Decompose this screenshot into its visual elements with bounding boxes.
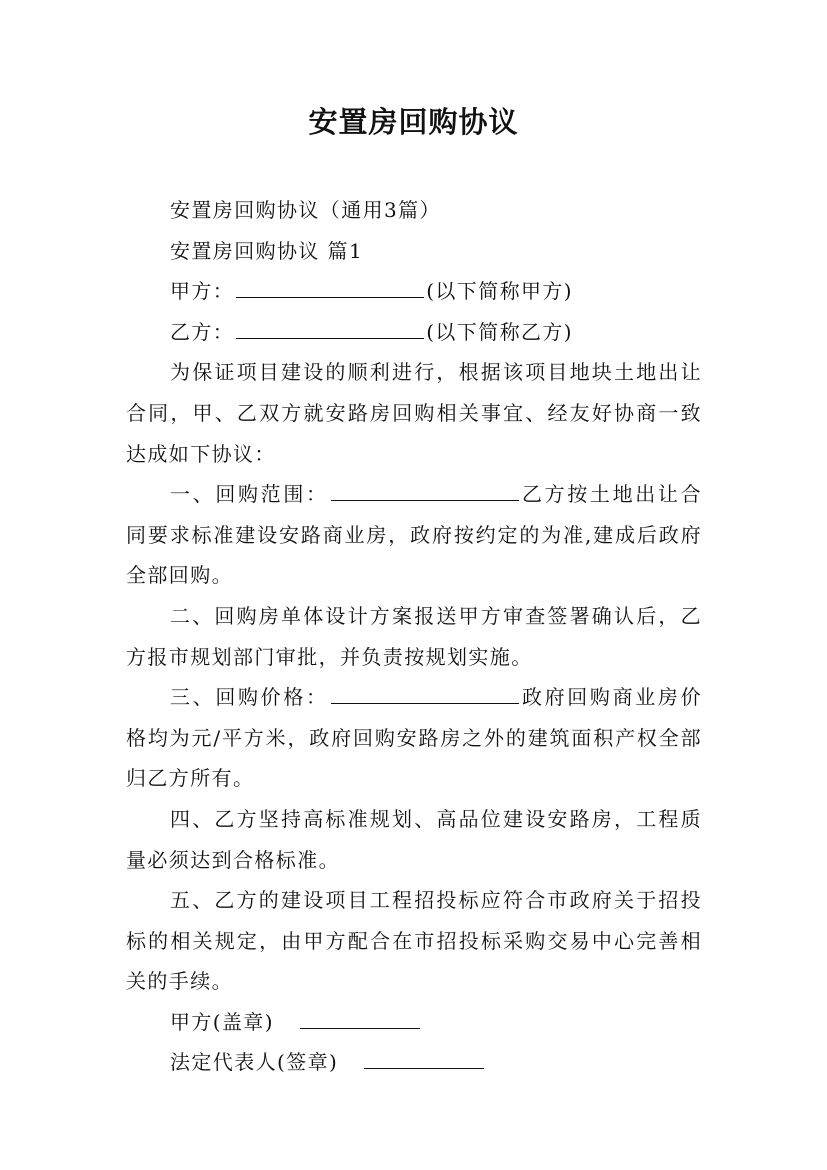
clause-4: 四、乙方坚持高标准规划、高品位建设安路房，工程质量必须达到合格标准。 (126, 806, 702, 872)
clause-2: 二、回购房单体设计方案报送甲方审查签署确认后，乙方报市规划部门审批，并负责按规划实施。 (126, 603, 702, 669)
party-a-line (126, 271, 702, 312)
sign-representative-label: 法定代表人(签章) (170, 1050, 339, 1075)
party-a-label: 甲方： (170, 279, 235, 304)
clause-3-blank[interactable] (331, 681, 519, 704)
sign-representative (126, 1042, 702, 1083)
sign-party-a-blank[interactable] (300, 1006, 420, 1029)
sign-party-a (126, 1002, 702, 1043)
sign-representative-blank[interactable] (364, 1046, 484, 1069)
clause-3-text: 政府回购商业房价格均为元/平方米，政府回购安路房之外的建筑面积产权全部归乙方所有。 (126, 685, 702, 791)
clause-1 (126, 474, 702, 596)
party-b-label: 乙方： (170, 319, 235, 344)
clause-5: 五、乙方的建设项目工程招投标应符合市政府关于招投标的相关规定，由甲方配合在市招投标采购交易中心完善相关的手续。 (126, 888, 702, 994)
party-b-blank[interactable] (236, 316, 424, 339)
party-b-line (126, 312, 702, 353)
document-title: 安置房回购协议 (308, 105, 519, 139)
part-heading: 安置房回购协议 篇1 (170, 238, 364, 263)
clause-1-text: 乙方按土地出让合同要求标准建设安路商业房，政府按约定的为准,建成后政府全部回购。 (126, 482, 702, 588)
document-body (126, 190, 702, 1083)
clause-3-label: 三、回购价格： (170, 685, 329, 710)
party-a-suffix: (以下简称甲方) (426, 279, 574, 304)
sign-party-a-label: 甲方(盖章) (170, 1009, 275, 1034)
clause-1-blank[interactable] (331, 478, 519, 501)
party-b-suffix: (以下简称乙方) (426, 319, 574, 344)
clause-3 (126, 677, 702, 799)
subtitle: 安置房回购协议（通用3篇） (170, 198, 441, 222)
party-a-blank[interactable] (236, 275, 424, 298)
intro-paragraph: 为保证项目建设的顺利进行，根据该项目地块土地出让合同，甲、乙双方就安路房回购相关事宜、经友好协商一致达成如下协议： (126, 360, 702, 466)
clause-1-label: 一、回购范围： (170, 482, 329, 507)
